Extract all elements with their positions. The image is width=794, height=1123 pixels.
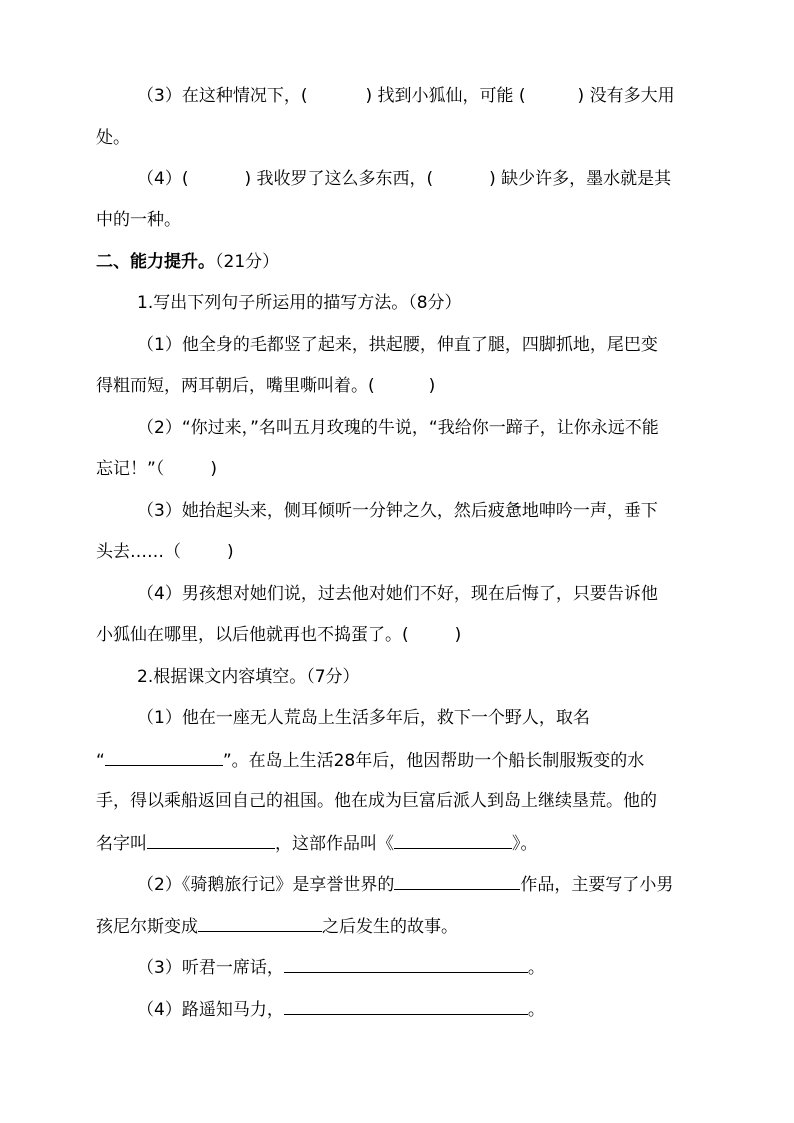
item-text: 忘记！”（ (96, 459, 165, 479)
section-2-title: 二、能力提升。 (96, 252, 215, 272)
task-2-q4-line (137, 997, 545, 1021)
q2-text: 孩尼尔斯变成 (96, 917, 198, 937)
q3-prompt: （3）听君一席话， (137, 958, 284, 978)
q1-text: ”。在岛上生活28年后，他因帮助一个船长制服叛变的水 (222, 751, 645, 771)
task-2-q1-line-4 (96, 831, 538, 855)
question-3-line-2: 处。 (96, 128, 130, 148)
item-close-paren: ) (227, 542, 234, 562)
question-3-line-1 (137, 84, 675, 108)
task-2-title: 2.根据课文内容填空。（7分） (137, 667, 360, 687)
q2-text: 作品，主要写了小男 (520, 875, 674, 895)
task-1-item-2-line-2 (96, 457, 217, 481)
task-2-q4-blank[interactable] (284, 997, 528, 1015)
task-2-q1-line-2 (96, 748, 644, 772)
task-2-q1-blank-name[interactable] (105, 748, 223, 766)
q1-text: ，这部作品叫《 (275, 834, 394, 854)
item-close-paren: ) (454, 625, 462, 645)
q4-text-a: （4）( (137, 169, 189, 189)
q4-text-b: ) 我收罗了这么多东西，( (244, 169, 434, 189)
item-text: 得粗而短，两耳朝后，嘴里嘶叫着。( (96, 376, 375, 396)
section-2-points: （21分） (215, 252, 280, 272)
q1-text: 名字叫 (96, 834, 147, 854)
q1-text: 》。 (512, 834, 538, 854)
open-quote: “ (96, 751, 105, 771)
q4-prompt: （4）路遥知马力， (137, 1000, 284, 1020)
task-2-q3-line (137, 955, 545, 979)
item-text: 头去……（ (96, 542, 181, 562)
q3-text-c: ) 没有多大用 (577, 86, 675, 106)
task-2-q2-line-1 (137, 872, 673, 896)
task-2-q2-blank-genre[interactable] (394, 872, 520, 890)
section-2-heading (96, 250, 279, 274)
task-1-item-1-line-2 (96, 374, 435, 398)
task-2-q3-blank[interactable] (284, 955, 528, 973)
task-1-title: 1.写出下列句子所运用的描写方法。（8分） (137, 293, 462, 313)
item-text: 小狐仙在哪里，以后他就再也不捣蛋了。( (96, 625, 409, 645)
task-2-q1-blank-author[interactable] (147, 831, 275, 849)
task-2-q1-blank-book[interactable] (394, 831, 512, 849)
question-4-line-2: 中的一种。 (96, 210, 181, 230)
task-1-item-4-line-1: （4）男孩想对她们说，过去他对她们不好，现在后悔了，只要告诉他 (137, 584, 658, 604)
q2-text: （2）《骑鹅旅行记》是享誉世界的 (137, 875, 395, 895)
task-1-item-3-line-2 (96, 540, 234, 564)
task-2-q1-line-3: 手，得以乘船返回自己的祖国。他在成为巨富后派人到岛上继续垦荒。他的 (96, 791, 657, 811)
task-1-item-1-line-1: （1）他全身的毛都竖了起来，拱起腰，伸直了腿，四脚抓地，尾巴变 (137, 335, 658, 355)
q2-text: 之后发生的故事。 (322, 917, 458, 937)
task-1-item-4-line-2 (96, 623, 461, 647)
task-2-q2-blank-transform[interactable] (198, 914, 322, 932)
item-close-paren: ) (428, 376, 436, 396)
task-1-item-2-line-1: （2）“你过来，”名叫五月玫瑰的牛说，“我给你一蹄子，让你永远不能 (137, 418, 659, 438)
task-1-item-3-line-1: （3）她抬起头来，侧耳倾听一分钟之久，然后疲惫地呻吟一声，垂下 (137, 501, 658, 521)
q4-text-c: ) 缺少许多，墨水就是其 (489, 169, 672, 189)
task-2-q2-line-2 (96, 914, 458, 938)
q3-period: 。 (527, 958, 545, 978)
question-4-line-1 (137, 167, 671, 191)
q4-period: 。 (527, 1000, 545, 1020)
item-close-paren: ) (210, 459, 217, 479)
q3-text-a: （3）在这种情况下，( (137, 86, 308, 106)
task-2-q1-line-1: （1）他在一座无人荒岛上生活多年后，救下一个野人，取名 (137, 708, 590, 728)
q3-text-b: ) 找到小狐仙，可能 ( (365, 86, 526, 106)
